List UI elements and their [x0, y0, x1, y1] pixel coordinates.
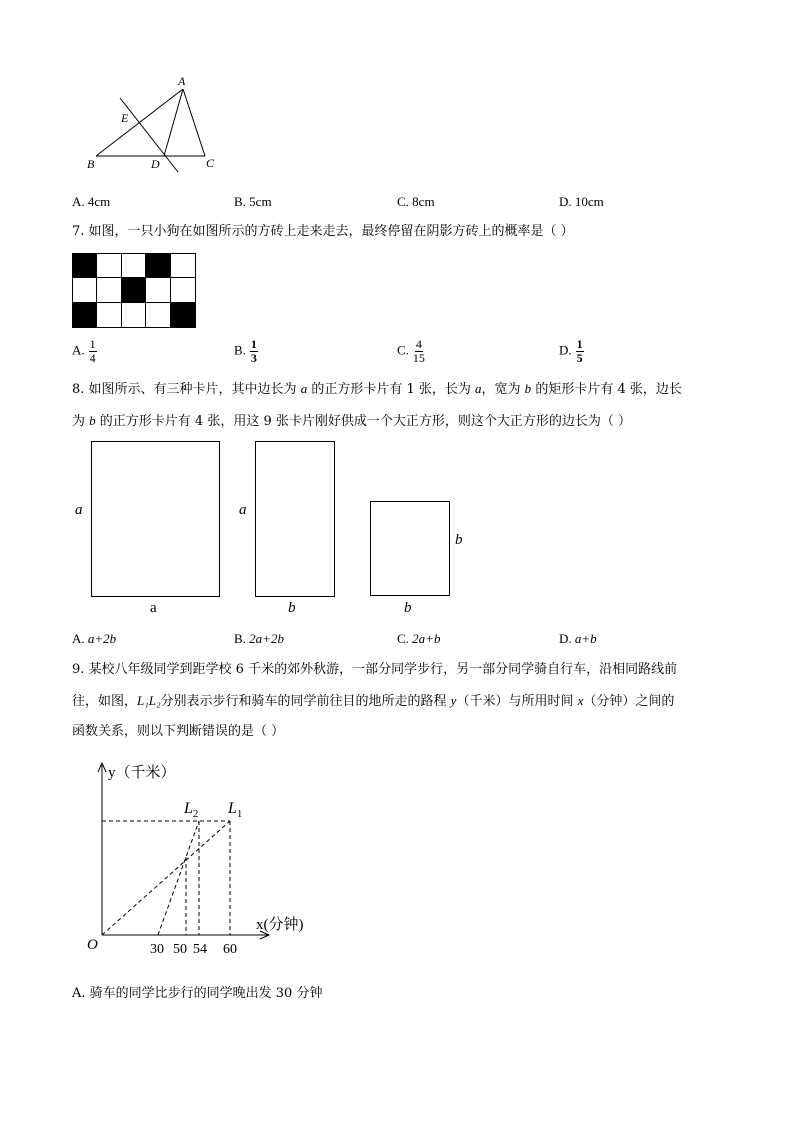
q9-question-line3: 函数关系，则以下判断错误的是（ ） — [72, 724, 285, 739]
card-square-a — [91, 441, 220, 597]
fraction — [413, 338, 425, 365]
option-letter: D. — [559, 194, 572, 209]
tile-shaded — [171, 303, 195, 327]
tile-white — [97, 278, 121, 302]
variable-x: x — [577, 693, 584, 708]
option-text: a+b — [574, 631, 597, 646]
card-rectangle-side-label: a — [239, 502, 247, 518]
l2-subscript: 2 — [192, 808, 199, 820]
variable-y: y — [450, 693, 457, 708]
q6-option-b[interactable] — [234, 194, 272, 210]
variable-b: b — [89, 413, 96, 428]
option-letter: C. — [397, 194, 409, 209]
card-rectangle-bottom-label: b — [288, 600, 296, 616]
tile-white — [122, 254, 146, 278]
text: （千米）与所用时间 — [456, 694, 574, 709]
option-text: 2a+b — [412, 631, 441, 646]
text: 往，如图， — [72, 694, 138, 709]
option-letter: B. — [234, 631, 246, 646]
q8-question-line2 — [72, 412, 631, 431]
y-axis-label: y（千米） — [108, 765, 176, 781]
denominator: 15 — [412, 351, 425, 365]
numerator: 1 — [250, 337, 257, 351]
q6-option-a[interactable] — [72, 194, 110, 210]
tile-white — [171, 254, 195, 278]
option-letter: D. — [559, 342, 572, 358]
distance-time-graph — [80, 755, 340, 965]
tile-shaded — [73, 254, 97, 278]
numerator: 4 — [415, 337, 422, 351]
card-square-b-bottom-label: b — [404, 600, 412, 616]
l1-subscript: 1 — [236, 808, 243, 820]
q8-option-a[interactable] — [72, 631, 116, 647]
q7-option-b[interactable] — [234, 338, 258, 365]
l1-letter: L — [228, 800, 237, 817]
option-letter: B. — [234, 342, 246, 358]
numerator: 1 — [576, 337, 583, 351]
text: 为 — [72, 414, 86, 429]
label-d: D — [151, 157, 160, 171]
option-letter: A. — [72, 631, 85, 646]
option-text: 8cm — [412, 194, 435, 209]
fraction — [576, 338, 584, 365]
tile-shaded — [146, 254, 170, 278]
tick-60: 60 — [223, 942, 237, 957]
triangle-figure — [80, 70, 230, 180]
tick-54: 54 — [193, 942, 207, 957]
line-l2 — [158, 821, 199, 935]
tile-white — [171, 278, 195, 302]
label-a: A — [178, 74, 186, 88]
tile-white — [146, 278, 170, 302]
q9-question-line2 — [72, 692, 674, 711]
numerator: 1 — [89, 337, 96, 351]
card-rectangle — [255, 441, 335, 597]
text: 分别表示步行和骑车的同学前往目的地所走的路程 — [160, 694, 447, 709]
label-e: E — [121, 111, 129, 125]
l1-label — [227, 800, 242, 820]
tile-white — [146, 303, 170, 327]
segment-ac — [183, 89, 205, 156]
option-letter: A. — [72, 194, 85, 209]
text: ，宽为 — [481, 382, 521, 397]
text: （分钟）之间的 — [583, 694, 675, 709]
origin-label: O — [87, 937, 98, 953]
q9-option-a[interactable]: A. 骑车的同学比步行的同学晚出发 30 分钟 — [72, 986, 323, 1001]
option-text: 10cm — [574, 194, 604, 209]
tile-white — [122, 303, 146, 327]
tile-white — [97, 254, 121, 278]
tile-white — [97, 303, 121, 327]
label-c: C — [206, 156, 215, 170]
option-letter: C. — [397, 631, 409, 646]
text: 的矩形卡片有 4 张，边长 — [535, 382, 682, 397]
q8-option-c[interactable] — [397, 631, 440, 647]
text: 的正方形卡片有 1 张，长为 — [311, 382, 471, 397]
tile-shaded — [73, 303, 97, 327]
label-b: B — [87, 157, 95, 171]
q7-option-d[interactable] — [559, 338, 584, 365]
q7-question: 7. 如图，一只小狗在如图所示的方砖上走来走去，最终停留在阴影方砖上的概率是（ ） — [72, 224, 574, 239]
q8-option-b[interactable] — [234, 631, 284, 647]
option-letter: A. — [72, 342, 85, 358]
q8-option-d[interactable] — [559, 631, 597, 647]
card-square-b-side-label: b — [455, 532, 463, 548]
text: 的正方形卡片有 4 张，用这 9 张卡片刚好供成一个大正方形，则这个大正方形的边长为（ ） — [99, 414, 632, 429]
q9-question-line1: 9. 某校八年级同学到距学校 6 千米的郊外秋游，一部分同学步行，另一部分同学骑自行车，沿相同路线前 — [72, 662, 678, 677]
segment-ad — [164, 89, 183, 156]
q6-option-c[interactable] — [397, 194, 435, 210]
option-text: 4cm — [87, 194, 111, 209]
tick-50: 50 — [173, 942, 187, 957]
q6-option-d[interactable] — [559, 194, 604, 210]
fraction — [250, 338, 258, 365]
option-letter: C. — [397, 342, 409, 358]
variable-b: b — [524, 381, 532, 396]
option-text: 5cm — [249, 194, 272, 209]
option-letter: D. — [559, 631, 572, 646]
tile-shaded — [122, 278, 146, 302]
card-square-b — [370, 501, 450, 596]
q7-option-c[interactable] — [397, 338, 425, 365]
text: 8. 如图所示、有三种卡片，其中边长为 — [72, 382, 297, 397]
tile-white — [73, 278, 97, 302]
x-axis-label: x(分钟) — [256, 917, 304, 933]
q8-question-line1 — [72, 380, 682, 399]
l2-letter: L — [184, 800, 193, 817]
l2-label — [183, 800, 198, 820]
option-text: 2a+2b — [249, 631, 284, 646]
denominator: 3 — [250, 351, 257, 365]
q7-option-a[interactable] — [72, 338, 97, 365]
tile-grid — [72, 253, 196, 328]
denominator: 4 — [89, 351, 96, 365]
tick-30: 30 — [150, 942, 164, 957]
card-square-a-bottom-label: a — [150, 600, 157, 616]
variable-a: a — [475, 381, 482, 396]
denominator: 5 — [576, 351, 583, 365]
lines-label: L₁L₂ — [137, 693, 161, 708]
card-square-a-side-label: a — [75, 502, 83, 518]
fraction — [89, 338, 97, 365]
option-letter: B. — [234, 194, 246, 209]
perpendicular-bisector — [120, 98, 178, 172]
variable-a: a — [300, 381, 308, 396]
option-text: a+2b — [87, 631, 117, 646]
line-l1 — [102, 821, 230, 935]
